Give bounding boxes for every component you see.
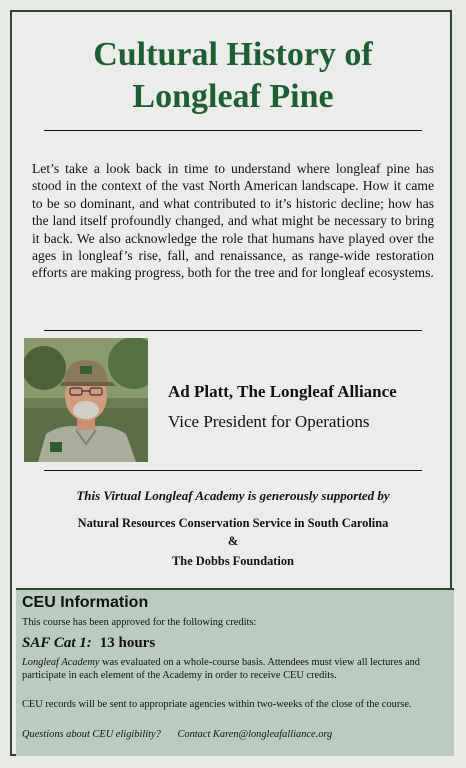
evaluation-text: was evaluated on a whole-course basis. Attendees must view all lectures and participate in each element of the Academy in order to receive CEU credits. bbox=[22, 657, 421, 682]
credit-category: SAF Cat 1: bbox=[22, 635, 92, 651]
divider-top bbox=[44, 130, 422, 131]
title-line-2: Longleaf Pine bbox=[132, 78, 334, 115]
sponsor-nrcs: Natural Resources Conservation Service in South Carolina bbox=[77, 516, 389, 530]
credit-hours: 13 hours bbox=[99, 635, 156, 651]
page-title bbox=[12, 34, 454, 118]
course-description: Let’s take a look back in time to understand where longleaf pine has stood in the context of the vast North American landscape. How it came to be so dominant, and what contributed to it’s historic decline; how has the land itself profoundly changed, and what might be necessary to bring it back. We also acknowledge the role that humans have played over the ages in longleaf’s rise, fall, and renaissance, as range-wide restoration efforts are making progress, both for the tree and for longleaf ecosystems. bbox=[32, 161, 434, 281]
questions-text: Questions about CEU eligibility? bbox=[22, 729, 161, 740]
speaker-role: Vice President for Operations bbox=[168, 412, 370, 431]
sponsor-joiner: & bbox=[227, 534, 239, 548]
ceu-approved: This course has been approved for the following credits: bbox=[22, 617, 257, 628]
ceu-questions bbox=[22, 728, 446, 741]
support-statement: This Virtual Longleaf Academy is generously supported by bbox=[76, 488, 390, 503]
sponsor-dobbs: The Dobbs Foundation bbox=[172, 554, 294, 568]
title-line-1: Cultural History of bbox=[93, 36, 373, 73]
ceu-panel bbox=[16, 588, 454, 756]
speaker-photo bbox=[24, 338, 148, 462]
speaker-photo-image bbox=[24, 338, 148, 462]
flyer-frame bbox=[10, 10, 452, 756]
evaluation-academy: Longleaf Academy bbox=[22, 657, 100, 668]
contact-email[interactable]: Contact Karen@longleafalliance.org bbox=[177, 729, 333, 740]
divider-bottom bbox=[44, 470, 422, 471]
speaker-name: Ad Platt, The Longleaf Alliance bbox=[168, 382, 397, 401]
divider-middle bbox=[44, 330, 422, 331]
ceu-records: CEU records will be sent to appropriate agencies within two-weeks of the close of the course. bbox=[22, 699, 412, 710]
ceu-heading: CEU Information bbox=[22, 594, 149, 611]
ceu-credit bbox=[22, 635, 155, 652]
ceu-evaluation bbox=[22, 656, 446, 682]
